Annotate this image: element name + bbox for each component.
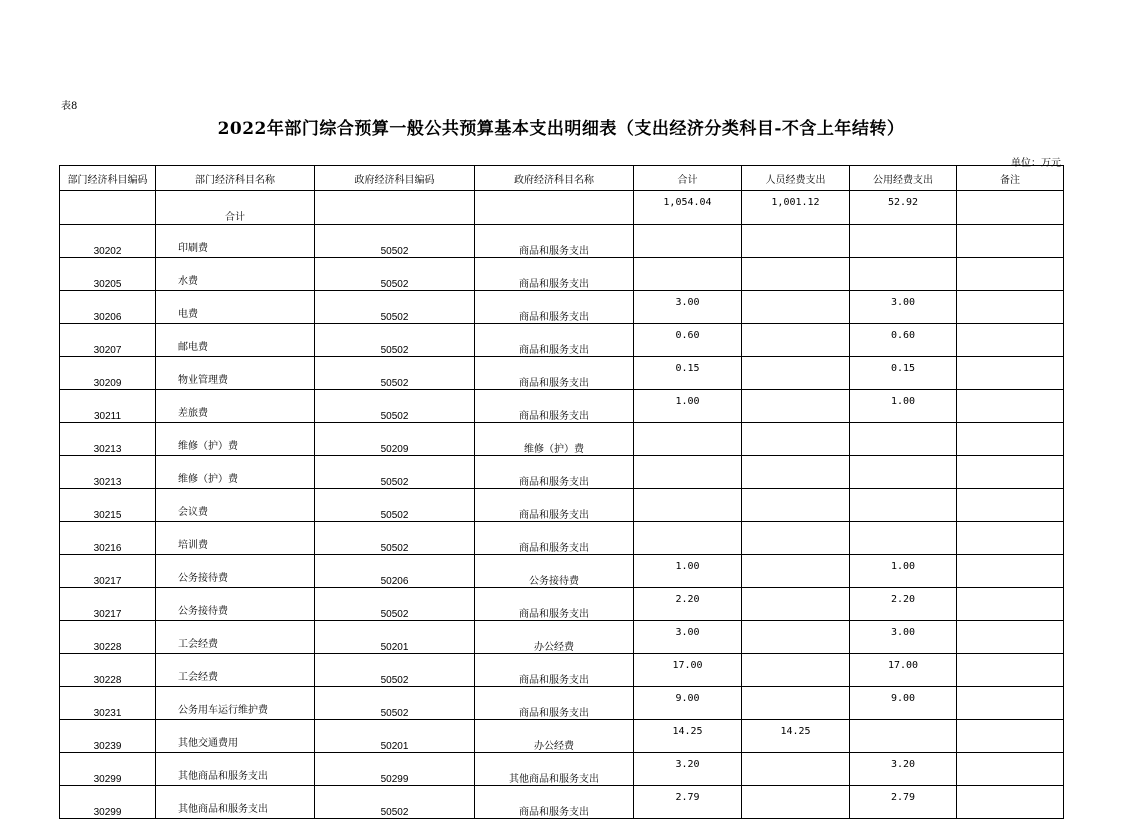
gov-code-cell: 50299 [315, 753, 475, 786]
gov-name-cell: 商品和服务支出 [475, 456, 634, 489]
table-row [60, 423, 1064, 456]
total-personnel: 1,001.12 [742, 191, 850, 225]
amount-public-cell [850, 720, 957, 753]
amount-personnel-cell [742, 357, 850, 390]
gov-name-cell: 商品和服务支出 [475, 324, 634, 357]
gov-code-cell: 50502 [315, 324, 475, 357]
total-code-cell [60, 191, 156, 225]
header-cell: 部门经济科目编码 [60, 166, 156, 191]
header-cell: 合计 [634, 166, 742, 191]
dept-code-cell: 30217 [60, 588, 156, 621]
gov-name-cell: 维修（护）费 [475, 423, 634, 456]
dept-name-cell: 其他交通费用 [156, 720, 315, 753]
amount-total-cell: 17.00 [634, 654, 742, 687]
gov-name-cell: 商品和服务支出 [475, 522, 634, 555]
dept-name-cell: 其他商品和服务支出 [156, 753, 315, 786]
table-row [60, 555, 1064, 588]
table-row [60, 390, 1064, 423]
amount-total-cell: 1.00 [634, 555, 742, 588]
amount-total-cell: 0.60 [634, 324, 742, 357]
total-label: 合计 [156, 191, 315, 225]
amount-total-cell: 9.00 [634, 687, 742, 720]
amount-public-cell [850, 225, 957, 258]
gov-name-cell: 商品和服务支出 [475, 588, 634, 621]
amount-personnel-cell [742, 456, 850, 489]
table-row [60, 225, 1064, 258]
table-body [60, 166, 1064, 819]
gov-name-cell: 公务接待费 [475, 555, 634, 588]
dept-name-cell: 维修（护）费 [156, 456, 315, 489]
dept-code-cell: 30299 [60, 753, 156, 786]
amount-personnel-cell: 14.25 [742, 720, 850, 753]
dept-name-cell: 工会经费 [156, 654, 315, 687]
gov-code-cell: 50502 [315, 489, 475, 522]
table-row [60, 621, 1064, 654]
table-row [60, 687, 1064, 720]
dept-name-cell: 物业管理费 [156, 357, 315, 390]
amount-total-cell [634, 522, 742, 555]
amount-total-cell: 2.79 [634, 786, 742, 819]
table-row [60, 258, 1064, 291]
amount-public-cell: 2.79 [850, 786, 957, 819]
gov-code-cell: 50502 [315, 687, 475, 720]
dept-code-cell: 30231 [60, 687, 156, 720]
amount-personnel-cell [742, 786, 850, 819]
amount-total-cell: 0.15 [634, 357, 742, 390]
gov-name-cell: 商品和服务支出 [475, 258, 634, 291]
dept-name-cell: 其他商品和服务支出 [156, 786, 315, 819]
dept-code-cell: 30213 [60, 456, 156, 489]
amount-personnel-cell [742, 654, 850, 687]
gov-name-cell: 办公经费 [475, 621, 634, 654]
header-cell: 人员经费支出 [742, 166, 850, 191]
dept-code-cell: 30216 [60, 522, 156, 555]
amount-public-cell [850, 456, 957, 489]
amount-personnel-cell [742, 324, 850, 357]
dept-code-cell: 30213 [60, 423, 156, 456]
amount-total-cell: 3.00 [634, 621, 742, 654]
amount-public-cell: 0.15 [850, 357, 957, 390]
remark-cell [957, 753, 1064, 786]
remark-cell [957, 555, 1064, 588]
gov-name-cell: 商品和服务支出 [475, 489, 634, 522]
amount-public-cell: 1.00 [850, 390, 957, 423]
gov-code-cell: 50201 [315, 621, 475, 654]
amount-personnel-cell [742, 390, 850, 423]
gov-code-cell: 50502 [315, 588, 475, 621]
amount-public-cell [850, 423, 957, 456]
remark-cell [957, 456, 1064, 489]
remark-cell [957, 654, 1064, 687]
amount-public-cell [850, 489, 957, 522]
table-row [60, 588, 1064, 621]
amount-public-cell [850, 522, 957, 555]
remark-cell [957, 687, 1064, 720]
amount-total-cell [634, 456, 742, 489]
header-cell: 部门经济科目名称 [156, 166, 315, 191]
gov-name-cell: 商品和服务支出 [475, 291, 634, 324]
dept-code-cell: 30207 [60, 324, 156, 357]
remark-cell [957, 258, 1064, 291]
amount-personnel-cell [742, 753, 850, 786]
gov-code-cell: 50209 [315, 423, 475, 456]
dept-code-cell: 30211 [60, 390, 156, 423]
remark-cell [957, 291, 1064, 324]
gov-name-cell: 商品和服务支出 [475, 225, 634, 258]
amount-public-cell [850, 258, 957, 291]
amount-personnel-cell [742, 489, 850, 522]
amount-personnel-cell [742, 522, 850, 555]
table-row [60, 357, 1064, 390]
gov-name-cell: 其他商品和服务支出 [475, 753, 634, 786]
amount-total-cell [634, 423, 742, 456]
header-row [60, 166, 1064, 191]
amount-public-cell: 9.00 [850, 687, 957, 720]
dept-code-cell: 30239 [60, 720, 156, 753]
table-row [60, 654, 1064, 687]
amount-personnel-cell [742, 225, 850, 258]
header-cell: 政府经济科目编码 [315, 166, 475, 191]
unit-label: 单位：万元 [1011, 158, 1061, 169]
dept-name-cell: 工会经费 [156, 621, 315, 654]
header-cell: 公用经费支出 [850, 166, 957, 191]
page-title: 2022年部门综合预算一般公共预算基本支出明细表（支出经济分类科目-不含上年结转） [217, 119, 905, 139]
amount-total-cell: 1.00 [634, 390, 742, 423]
remark-cell [957, 390, 1064, 423]
dept-name-cell: 邮电费 [156, 324, 315, 357]
amount-total-cell: 3.00 [634, 291, 742, 324]
total-amount: 1,054.04 [634, 191, 742, 225]
dept-name-cell: 电费 [156, 291, 315, 324]
gov-code-cell: 50502 [315, 390, 475, 423]
amount-total-cell: 3.20 [634, 753, 742, 786]
gov-code-cell: 50502 [315, 291, 475, 324]
table-row [60, 522, 1064, 555]
dept-code-cell: 30206 [60, 291, 156, 324]
amount-total-cell [634, 258, 742, 291]
gov-code-cell: 50502 [315, 456, 475, 489]
amount-public-cell: 2.20 [850, 588, 957, 621]
dept-code-cell: 30228 [60, 654, 156, 687]
remark-cell [957, 621, 1064, 654]
amount-total-cell [634, 225, 742, 258]
amount-public-cell: 1.00 [850, 555, 957, 588]
total-public: 52.92 [850, 191, 957, 225]
table-row [60, 489, 1064, 522]
amount-public-cell: 17.00 [850, 654, 957, 687]
remark-cell [957, 225, 1064, 258]
gov-name-cell: 商品和服务支出 [475, 687, 634, 720]
total-remark-cell [957, 191, 1064, 225]
remark-cell [957, 522, 1064, 555]
dept-name-cell: 公务接待费 [156, 555, 315, 588]
table-row [60, 720, 1064, 753]
total-gov-code-cell [315, 191, 475, 225]
gov-code-cell: 50201 [315, 720, 475, 753]
total-row [60, 191, 1064, 225]
table-number: 表8 [61, 101, 78, 112]
dept-name-cell: 差旅费 [156, 390, 315, 423]
gov-code-cell: 50206 [315, 555, 475, 588]
amount-personnel-cell [742, 588, 850, 621]
amount-personnel-cell [742, 291, 850, 324]
amount-personnel-cell [742, 423, 850, 456]
header-cell: 备注 [957, 166, 1064, 191]
dept-code-cell: 30299 [60, 786, 156, 819]
amount-personnel-cell [742, 555, 850, 588]
gov-code-cell: 50502 [315, 654, 475, 687]
remark-cell [957, 357, 1064, 390]
remark-cell [957, 324, 1064, 357]
gov-code-cell: 50502 [315, 225, 475, 258]
amount-total-cell: 14.25 [634, 720, 742, 753]
amount-public-cell: 3.00 [850, 621, 957, 654]
amount-total-cell: 2.20 [634, 588, 742, 621]
table-row [60, 753, 1064, 786]
amount-total-cell [634, 489, 742, 522]
gov-name-cell: 办公经费 [475, 720, 634, 753]
table-row [60, 786, 1064, 819]
gov-name-cell: 商品和服务支出 [475, 390, 634, 423]
remark-cell [957, 588, 1064, 621]
gov-name-cell: 商品和服务支出 [475, 357, 634, 390]
dept-name-cell: 公务用车运行维护费 [156, 687, 315, 720]
total-gov-name-cell [475, 191, 634, 225]
gov-name-cell: 商品和服务支出 [475, 786, 634, 819]
table-row [60, 456, 1064, 489]
amount-public-cell: 3.00 [850, 291, 957, 324]
amount-public-cell: 0.60 [850, 324, 957, 357]
gov-code-cell: 50502 [315, 786, 475, 819]
dept-code-cell: 30228 [60, 621, 156, 654]
gov-name-cell: 商品和服务支出 [475, 654, 634, 687]
dept-code-cell: 30209 [60, 357, 156, 390]
remark-cell [957, 423, 1064, 456]
amount-personnel-cell [742, 621, 850, 654]
table-row [60, 291, 1064, 324]
budget-table [59, 165, 1064, 819]
dept-name-cell: 维修（护）费 [156, 423, 315, 456]
dept-code-cell: 30205 [60, 258, 156, 291]
remark-cell [957, 786, 1064, 819]
dept-code-cell: 30215 [60, 489, 156, 522]
table-row [60, 324, 1064, 357]
remark-cell [957, 720, 1064, 753]
dept-name-cell: 公务接待费 [156, 588, 315, 621]
amount-personnel-cell [742, 687, 850, 720]
gov-code-cell: 50502 [315, 258, 475, 291]
amount-personnel-cell [742, 258, 850, 291]
dept-name-cell: 印刷费 [156, 225, 315, 258]
header-cell: 政府经济科目名称 [475, 166, 634, 191]
dept-code-cell: 30202 [60, 225, 156, 258]
dept-code-cell: 30217 [60, 555, 156, 588]
gov-code-cell: 50502 [315, 357, 475, 390]
remark-cell [957, 489, 1064, 522]
dept-name-cell: 水费 [156, 258, 315, 291]
dept-name-cell: 培训费 [156, 522, 315, 555]
gov-code-cell: 50502 [315, 522, 475, 555]
amount-public-cell: 3.20 [850, 753, 957, 786]
dept-name-cell: 会议费 [156, 489, 315, 522]
